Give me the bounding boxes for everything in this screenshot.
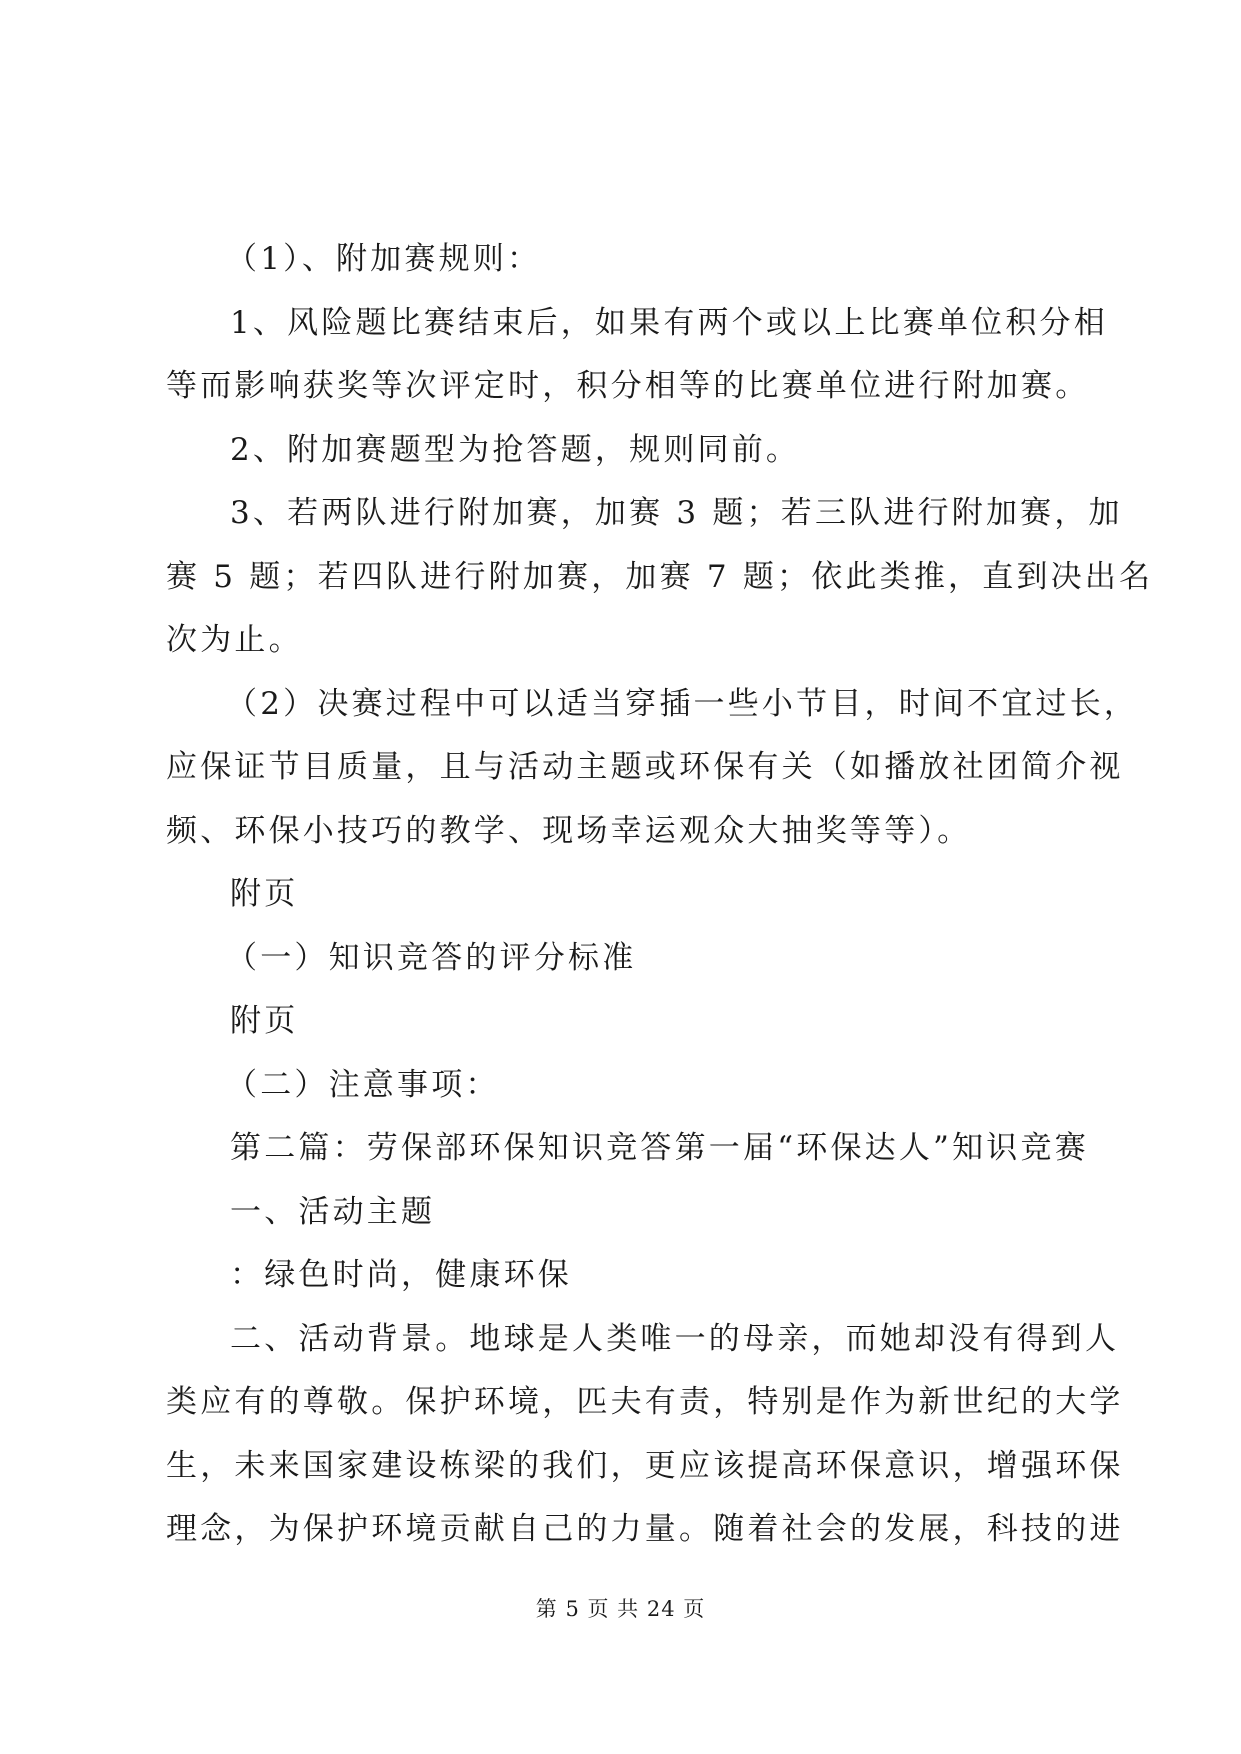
page-number-footer: 第 5 页 共 24 页 (535, 1597, 706, 1621)
text-line: 频、环保小技巧的教学、现场幸运观众大抽奖等等）。 (166, 812, 972, 849)
text-line: 第二篇：劳保部环保知识竞答第一届“环保达人”知识竞赛 (230, 1130, 1089, 1166)
text-line: 次为止。 (166, 622, 303, 658)
text-line: 二、活动背景。地球是人类唯一的母亲，而她却没有得到人 (230, 1320, 1120, 1357)
text-line: （二）注意事项： (226, 1066, 500, 1103)
text-line: （1）、附加赛规则： (226, 241, 542, 277)
text-line: 类应有的尊敬。保护环境，匹夫有责，特别是作为新世纪的大学 (166, 1384, 1124, 1420)
text-line: （2）决赛过程中可以适当穿插一些小节目，时间不宜过长， (226, 685, 1139, 722)
text-line: 附页 (230, 1003, 299, 1039)
text-line: （一）知识竞答的评分标准 (226, 939, 637, 976)
text-line: 等而影响获奖等次评定时，积分相等的比赛单位进行附加赛。 (166, 368, 1090, 404)
document-body (166, 228, 1154, 1562)
text-line: 应保证节目质量，且与活动主题或环保有关（如播放社团简介视 (166, 749, 1124, 785)
text-line: 一、活动主题 (230, 1193, 436, 1230)
text-line: 附页 (230, 876, 299, 912)
text-line: 1、风险题比赛结束后，如果有两个或以上比赛单位积分相 (230, 304, 1108, 341)
text-line: ：绿色时尚，健康环保 (230, 1257, 572, 1293)
text-line: 3、若两队进行附加赛，加赛 3 题；若三队进行附加赛，加 (230, 495, 1123, 531)
text-line: 生，未来国家建设栋梁的我们，更应该提高环保意识，增强环保 (166, 1447, 1124, 1484)
text-line: 理念，为保护环境贡献自己的力量。随着社会的发展，科技的进 (166, 1511, 1124, 1547)
text-line: 2、附加赛题型为抢答题，规则同前。 (230, 431, 801, 468)
text-line: 赛 5 题；若四队进行附加赛，加赛 7 题；依此类推，直到决出名 (166, 558, 1154, 595)
